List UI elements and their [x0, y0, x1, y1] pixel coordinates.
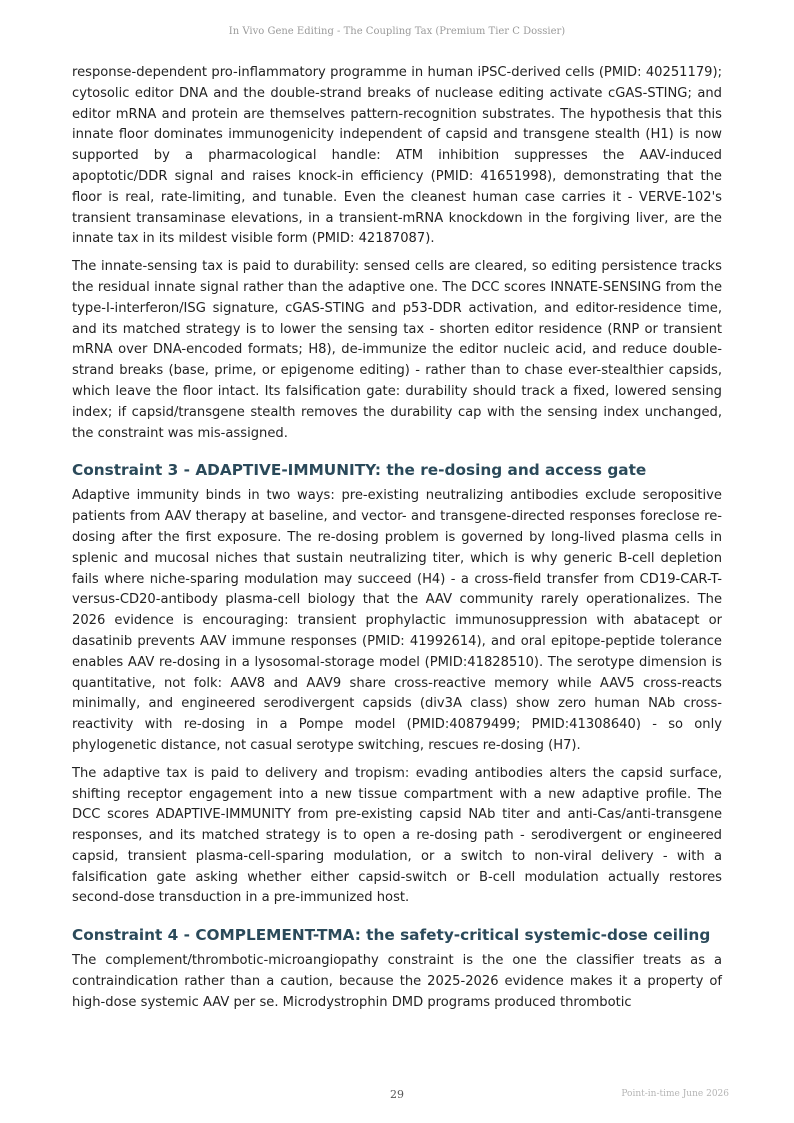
- body-paragraph: Adaptive immunity binds in two ways: pre-existing neutralizing antibodies exclude seropositive patients from AAV therapy at baseline, and vector- and transgene-directed responses foreclose re-dosing after the first exposure. The re-dosing problem is governed by long-lived plasma cells in splenic and mucosal niches that sustain neutralizing titer, which is why generic B-cell depletion fails where niche-sparing modulation may succeed (H4) - a cross-field transfer from CD19-CAR-T-versus-CD20-antibody plasma-cell biology that the AAV community rarely operationalizes. The 2026 evidence is encouraging: transient prophylactic immunosuppression with abatacept or dasatinib prevents AAV immune responses (PMID: 41992614), and oral epitope-peptide tolerance enables AAV re-dosing in a lysosomal-storage model (PMID:41828510). The serotype dimension is quantitative, not folk: AAV8 and AAV9 share cross-reactive memory while AAV5 cross-reacts minimally, and engineered serodivergent capsids (div3A class) show zero human NAb cross-reactivity with re-dosing in a Pompe model (PMID:40879499; PMID:41308640) - so only phylogenetic distance, not casual serotype switching, rescues re-dosing (H7).: [72, 488, 722, 753]
- body-paragraph: The innate-sensing tax is paid to durability: sensed cells are cleared, so editing persistence tracks the residual innate signal rather than the adaptive one. The DCC scores INNATE-SENSING from the type-I-interferon/ISG signature, cGAS-STING and p53-DDR activation, and editor-residence time, and its matched strategy is to lower the sensing tax - shorten editor residence (RNP or transient mRNA over DNA-encoded formats; H8), de-immunize the editor nucleic acid, and reduce double-strand breaks (base, prime, or epigenome editing) - rather than to chase ever-stealthier capsids, which leave the floor intact. Its falsification gate: durability should track a fixed, lowered sensing index; if capsid/transgene stealth removes the durability cap with the sensing index unchanged, the constraint was mis-assigned.: [72, 259, 722, 441]
- body-paragraph: The adaptive tax is paid to delivery and tropism: evading antibodies alters the capsid surface, shifting receptor engagement into a new tissue compartment with a new adaptive profile. The DCC scores ADAPTIVE-IMMUNITY from pre-existing capsid NAb titer and anti-Cas/anti-transgene responses, and its matched strategy is to open a re-dosing path - serodivergent or engineered capsid, transient plasma-cell-sparing modulation, or a switch to non-viral delivery - with a falsification gate asking whether either capsid-switch or B-cell modulation actually restores second-dose transduction in a pre-immunized host.: [72, 765, 722, 906]
- page-number: 29: [390, 1088, 404, 1101]
- point-in-time-stamp: Point-in-time June 2026: [621, 1089, 729, 1099]
- running-header: In Vivo Gene Editing - The Coupling Tax (Premium Tier C Dossier): [228, 26, 566, 37]
- body-paragraph: The complement/thrombotic-microangiopathy constraint is the one the classifier treats as a contraindication rather than a caution, because the 2025-2026 evidence makes it a property of high-dose systemic AAV per se. Microdystrophin DMD programs produced thrombotic: [72, 953, 722, 1010]
- section-heading: Constraint 4 - COMPLEMENT-TMA: the safety-critical systemic-dose ceiling: [72, 926, 711, 945]
- section-heading: Constraint 3 - ADAPTIVE-IMMUNITY: the re-dosing and access gate: [72, 461, 647, 480]
- body-paragraph: response-dependent pro-inflammatory programme in human iPSC-derived cells (PMID: 40251179); cytosolic editor DNA and the double-strand breaks of nuclease editing activate cGAS-STING; and editor mRNA and protein are themselves pattern-recognition substrates. The hypothesis that this innate floor dominates immunogenicity independent of capsid and transgene stealth (H1) is now supported by a pharmacological handle: ATM inhibition suppresses the AAV-induced apoptotic/DDR signal and raises knock-in efficiency (PMID: 41651998), demonstrating that the floor is real, rate-limiting, and tunable. Even the cleanest human case carries it - VERVE-102's transient transaminase elevations, in a transient-mRNA knockdown in the forgiving liver, are the innate tax in its mildest visible form (PMID: 42187087).: [72, 65, 722, 247]
- page-body: [72, 63, 722, 1021]
